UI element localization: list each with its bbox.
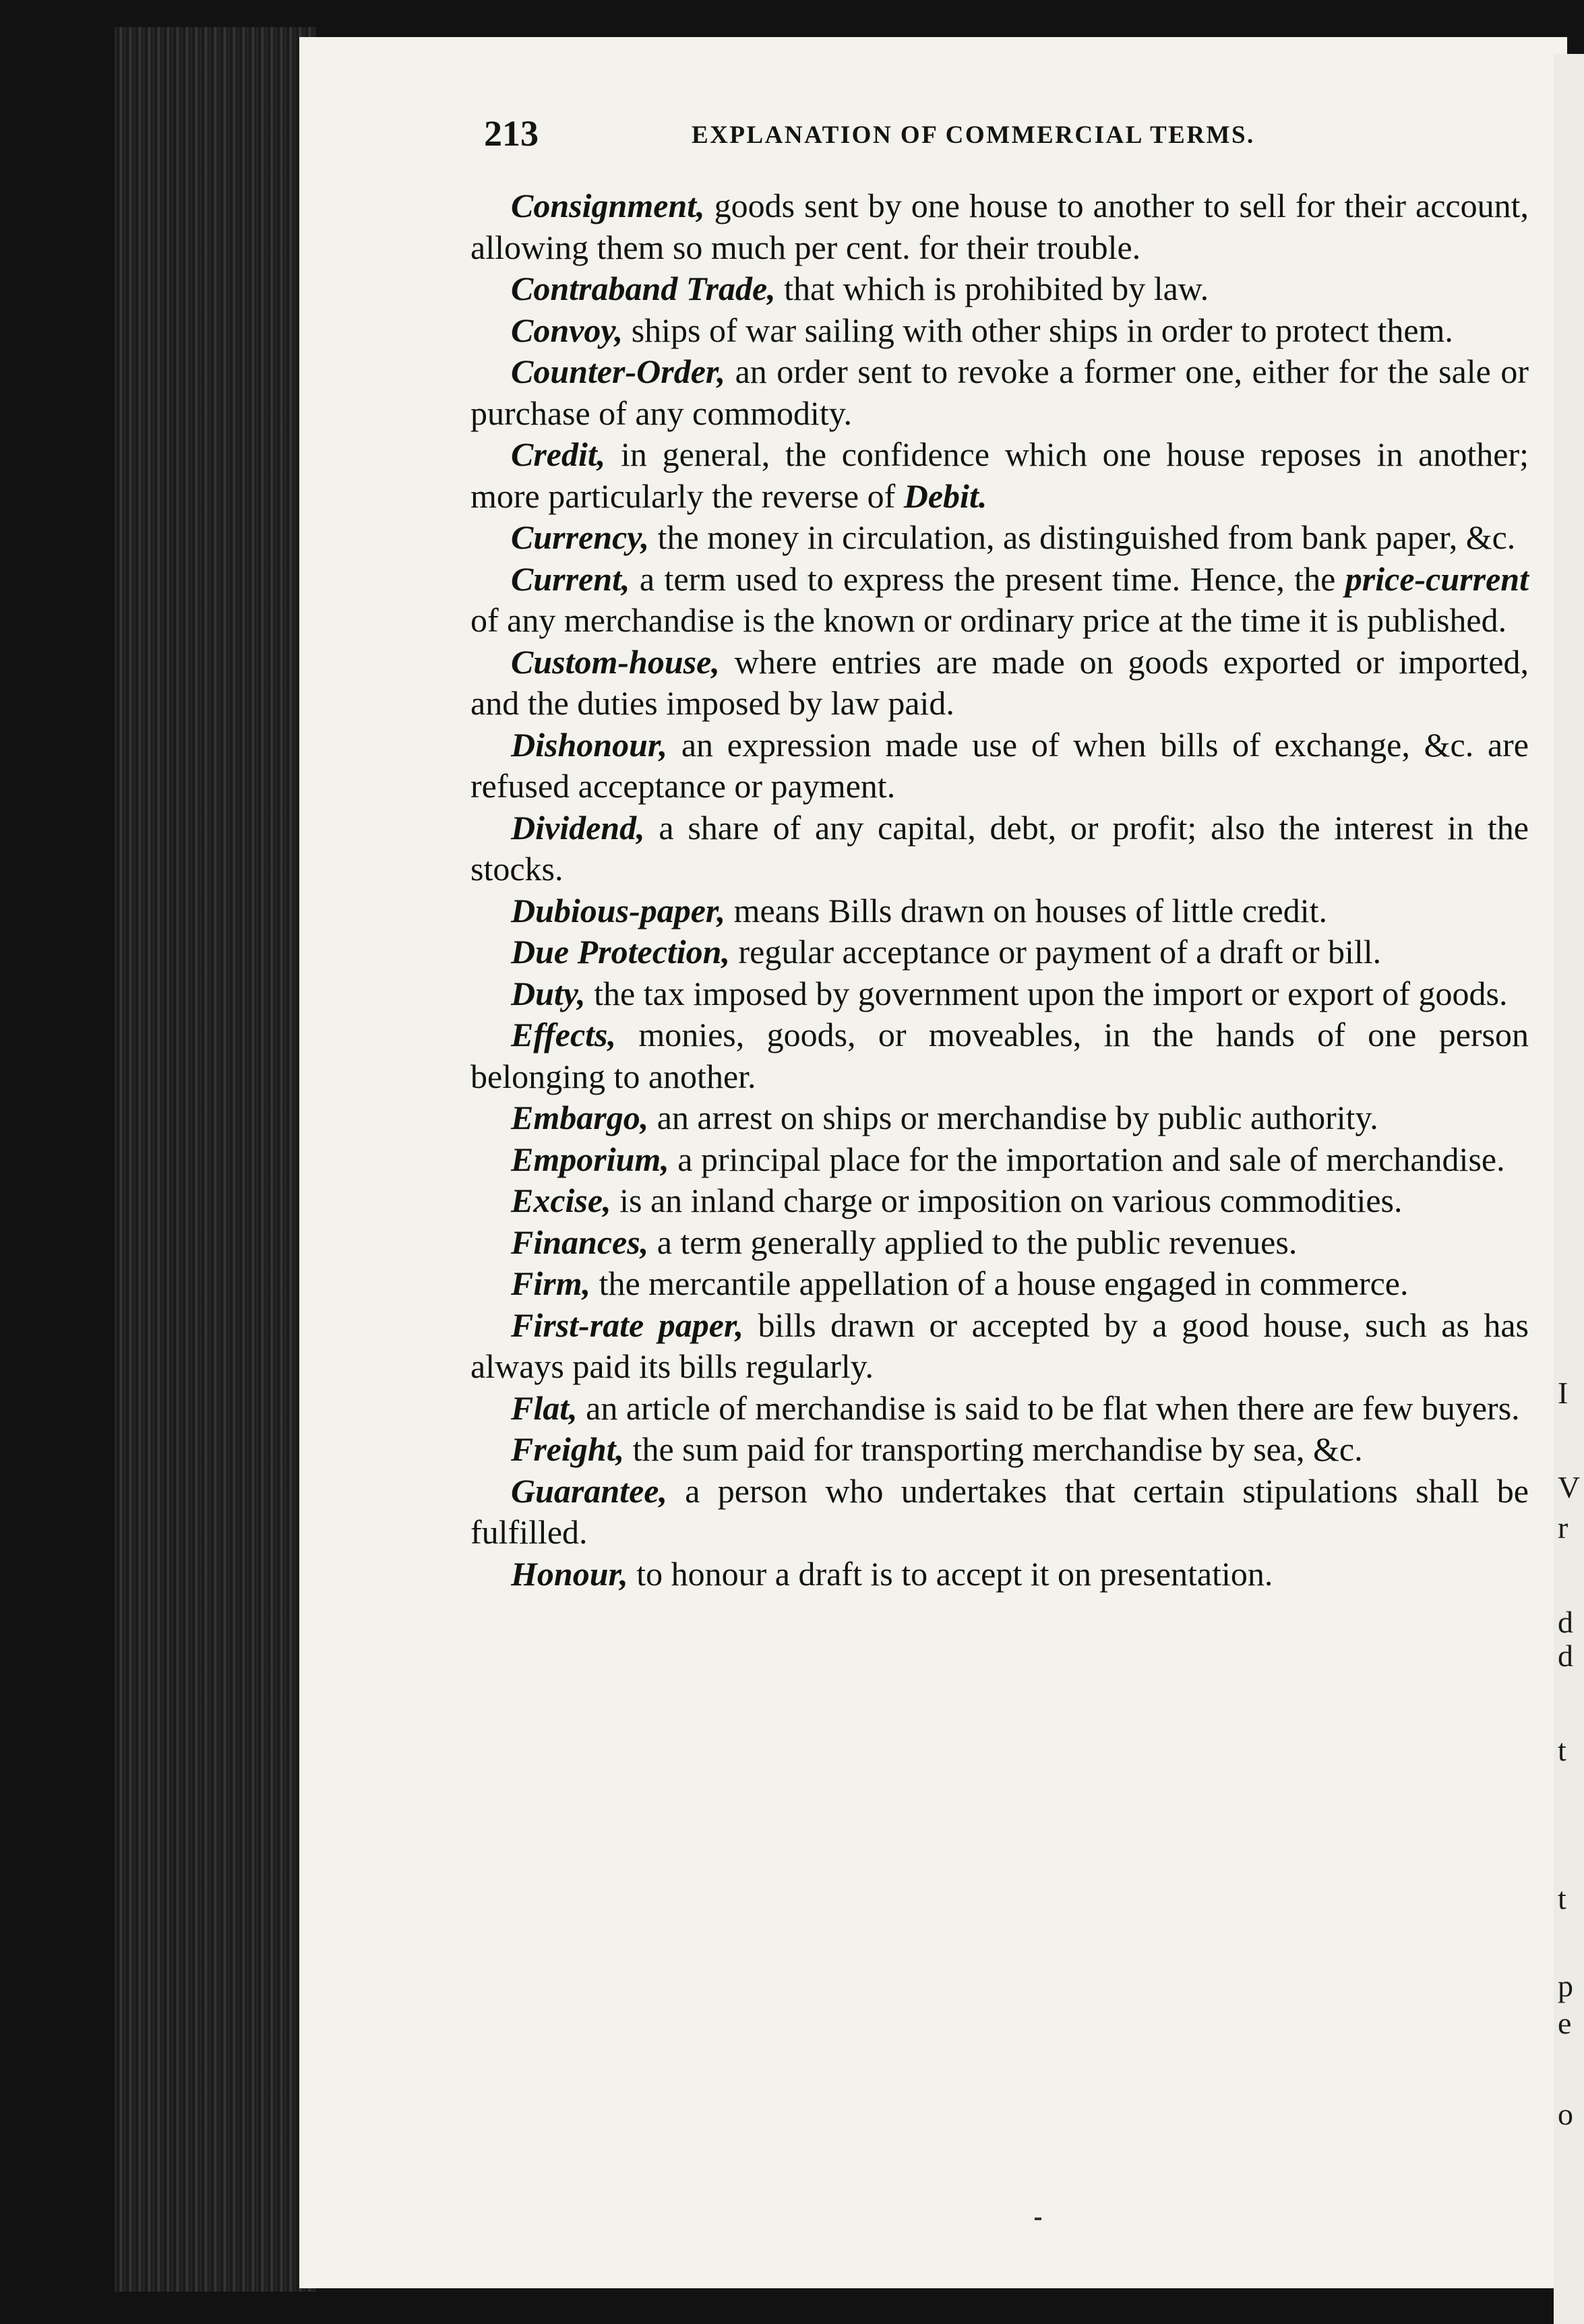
entry-definition: ships of war sailing with other ships in order to protect them. [623, 311, 1453, 349]
entry-term: Custom-house, [511, 642, 720, 681]
entry-definition-continued: of any merchandise is the known or ordinary price at the time it is published. [470, 601, 1507, 639]
page-header [484, 113, 1532, 160]
glossary-entry [470, 973, 1529, 1015]
glossary-entry [470, 559, 1529, 642]
entry-term: Duty, [511, 974, 586, 1012]
entry-term: Current, [511, 559, 630, 598]
edge-letter: t [1558, 1881, 1566, 1916]
entry-term: Credit, [511, 435, 606, 473]
entry-definition: the mercantile appellation of a house engaged in commerce. [590, 1264, 1409, 1302]
glossary-entry [470, 1388, 1529, 1430]
edge-letter: e [1558, 2006, 1572, 2040]
entry-term: Effects, [511, 1016, 616, 1053]
entry-definition: that which is prohibited by law. [775, 270, 1209, 307]
page-number: 213 [484, 113, 539, 154]
entry-term: Freight, [511, 1430, 625, 1468]
entry-inline-term: price-current [1345, 559, 1529, 598]
entry-definition: to honour a draft is to accept it on presentation. [628, 1554, 1273, 1593]
entry-term: Consignment, [511, 187, 705, 224]
entry-definition: the sum paid for transporting merchandise by sea, &c. [624, 1430, 1363, 1468]
entry-term: First-rate paper, [511, 1306, 744, 1344]
entry-definition: bills drawn or accepted by a good house, such as has always paid its bills regularly. [470, 1306, 1529, 1385]
entry-term: Honour, [511, 1554, 628, 1593]
edge-letter: o [1558, 2097, 1573, 2131]
entry-definition: in general, the confidence which one house reposes in another; more particularly the reverse of [470, 435, 1529, 515]
glossary-entry [470, 517, 1529, 559]
glossary-entry [470, 1429, 1529, 1471]
book-spine [115, 27, 317, 2292]
entry-definition: an article of merchandise is said to be flat when there are few buyers. [577, 1388, 1520, 1427]
glossary-entry [470, 890, 1529, 932]
entry-definition: where entries are made on goods exported or imported, and the duties imposed by law paid. [470, 642, 1529, 722]
glossary-entry [470, 1471, 1529, 1554]
adjacent-page-edge [1554, 54, 1584, 2324]
book-page [297, 37, 1567, 2288]
glossary-entry [470, 310, 1529, 352]
glossary-entry [470, 185, 1529, 268]
entry-term: Contraband Trade, [511, 270, 776, 307]
entry-definition: a principal place for the importation and sale of merchandise. [669, 1140, 1505, 1178]
entry-term: Embargo, [511, 1099, 649, 1136]
entry-definition: the tax imposed by government upon the import or export of goods. [585, 974, 1508, 1012]
entry-term: Dividend, [511, 808, 645, 847]
edge-letter: r [1558, 1510, 1568, 1545]
edge-letter: V [1558, 1470, 1581, 1504]
glossary-entry [470, 807, 1529, 890]
glossary-entries [470, 185, 1529, 1595]
entry-term: Emporium, [511, 1140, 669, 1178]
entry-term: Flat, [511, 1388, 578, 1427]
glossary-entry [470, 1097, 1529, 1139]
glossary-entry [470, 268, 1529, 310]
entry-term: Finances, [511, 1223, 649, 1261]
glossary-entry [470, 434, 1529, 517]
entry-term: Counter-Order, [511, 353, 726, 390]
glossary-entry [470, 1554, 1529, 1595]
entry-definition: regular acceptance or payment of a draft or bill. [729, 933, 1382, 971]
glossary-entry [470, 725, 1529, 807]
entry-term: Currency, [511, 518, 650, 556]
entry-definition: an arrest on ships or merchandise by public authority. [648, 1099, 1378, 1136]
edge-letter: I [1558, 1376, 1568, 1410]
entry-term: Dubious-paper, [511, 891, 726, 929]
edge-letter: p [1558, 1969, 1573, 2003]
entry-term: Convoy, [511, 311, 623, 349]
running-title: EXPLANATION OF COMMERCIAL TERMS. [692, 121, 1255, 149]
edge-letter: d [1558, 1605, 1573, 1639]
entry-definition: a term used to express the present time. Hence, the [630, 559, 1345, 598]
glossary-entry [470, 1263, 1529, 1305]
entry-term: Dishonour, [511, 725, 668, 764]
entry-definition: a term generally applied to the public revenues. [648, 1223, 1298, 1261]
glossary-entry [470, 1014, 1529, 1097]
print-speck [1035, 2218, 1041, 2220]
edge-letter: d [1558, 1639, 1573, 1673]
entry-term: Firm, [511, 1264, 591, 1302]
entry-definition: goods sent by one house to another to sell for their account, allowing them so much per cent. for their trouble. [470, 187, 1529, 266]
edge-letter: t [1558, 1733, 1566, 1767]
entry-term: Guarantee, [511, 1471, 667, 1510]
glossary-entry [470, 1222, 1529, 1264]
entry-cross-reference: Debit. [903, 477, 987, 515]
glossary-entry [470, 1180, 1529, 1222]
entry-definition: the money in circulation, as distinguished from bank paper, &c. [649, 518, 1516, 556]
glossary-entry [470, 1305, 1529, 1388]
entry-term: Due Protection, [511, 933, 730, 971]
entry-definition: a share of any capital, debt, or profit; also the interest in the stocks. [470, 808, 1529, 888]
glossary-entry [470, 351, 1529, 434]
glossary-entry [470, 642, 1529, 725]
glossary-entry [470, 931, 1529, 973]
entry-definition: a person who undertakes that certain stipulations shall be fulfilled. [470, 1471, 1529, 1551]
glossary-entry [470, 1139, 1529, 1181]
entry-definition: means Bills drawn on houses of little credit. [725, 891, 1328, 929]
entry-definition: an order sent to revoke a former one, either for the sale or purchase of any commodity. [470, 353, 1529, 432]
entry-definition: is an inland charge or imposition on various commodities. [611, 1182, 1403, 1219]
entry-definition: monies, goods, or moveables, in the hands of one person belonging to another. [470, 1016, 1529, 1095]
entry-definition: an expression made use of when bills of exchange, &c. are refused acceptance or payment. [470, 725, 1529, 805]
entry-term: Excise, [511, 1182, 611, 1219]
